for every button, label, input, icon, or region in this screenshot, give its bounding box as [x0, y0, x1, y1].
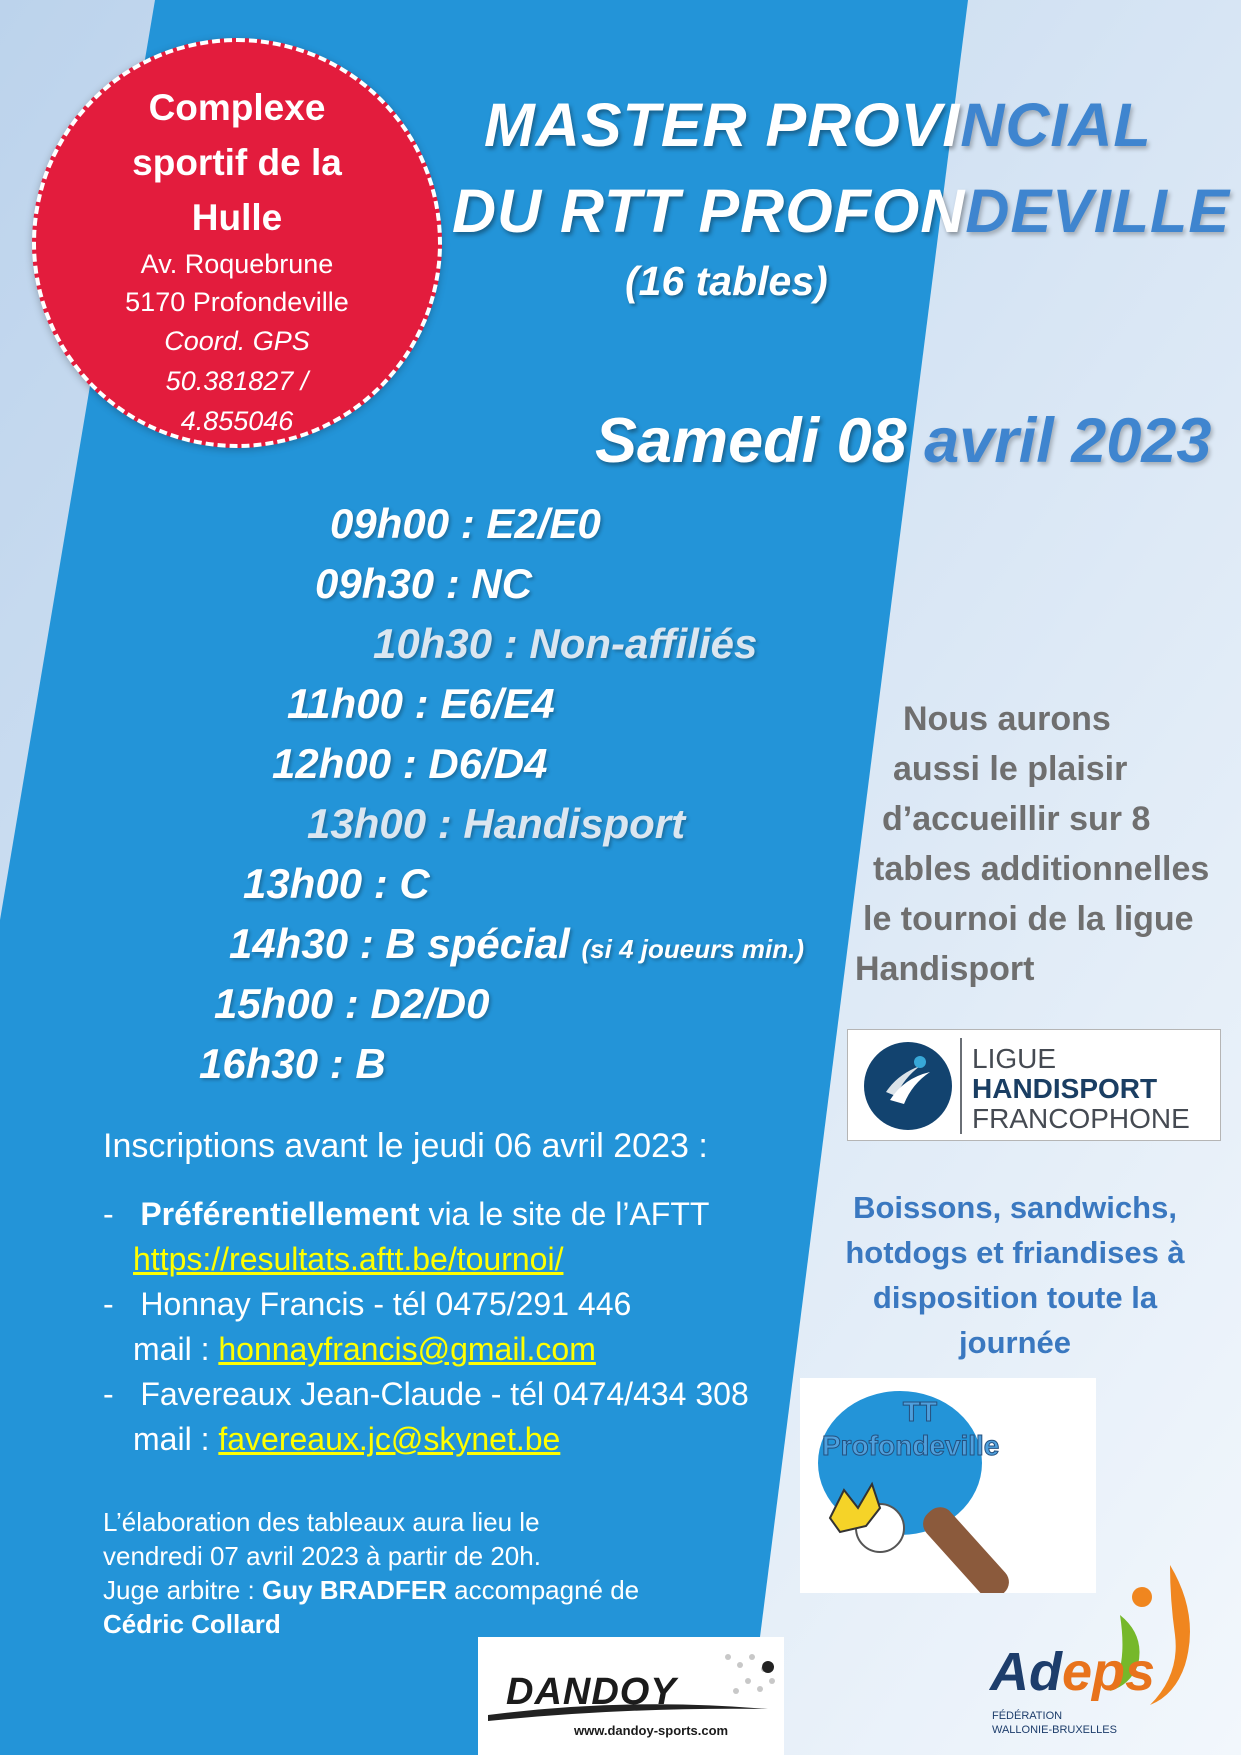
schedule-item-text: 14h30 : B spécial — [229, 920, 570, 967]
adeps-subtitle — [992, 1709, 1117, 1737]
aftt-registration-link[interactable]: https://resultats.aftt.be/tournoi/ — [133, 1241, 564, 1277]
club-logo-line: Profondeville — [822, 1430, 1000, 1461]
venue-gps-lat: 50.381827 / — [165, 366, 309, 396]
refreshments-line: disposition toute la — [872, 1280, 1158, 1315]
email-link[interactable]: favereaux.jc@skynet.be — [218, 1421, 561, 1457]
dandoy-sports-logo — [478, 1637, 784, 1755]
venue-address-line: Av. Roquebrune — [140, 249, 334, 279]
handisport-logo-text — [972, 1044, 1190, 1134]
adeps-logo — [970, 1555, 1220, 1755]
handisport-info-line: tables additionnelles — [873, 850, 1210, 888]
preferred-label: Préférentiellement — [140, 1196, 420, 1232]
adeps-name-b: eps — [1061, 1642, 1156, 1702]
schedule-item: 13h00 : C — [243, 860, 430, 907]
dandoy-url: www.dandoy-sports.com — [574, 1723, 729, 1738]
ligue-handisport-logo — [847, 1029, 1221, 1141]
handisport-info — [800, 694, 1240, 994]
draw-info-line: L’élaboration des tableaux aura lieu le — [103, 1507, 540, 1537]
refreshments-line: Boissons, sandwichs, — [853, 1190, 1177, 1225]
judge-line — [103, 1573, 639, 1607]
judge-rest: accompagné de — [446, 1575, 640, 1605]
title-line-2-blue: DEVILLE — [965, 177, 1231, 245]
schedule-item: 16h30 : B — [199, 1040, 386, 1087]
refreshments-line: journée — [959, 1325, 1071, 1360]
schedule-item: 10h30 : Non-affiliés — [373, 620, 758, 667]
judge-name: Guy BRADFER — [261, 1575, 447, 1605]
title-line-2 — [452, 176, 1230, 246]
list-dash: - — [103, 1286, 114, 1322]
handisport-info-line: Handisport — [855, 950, 1035, 988]
venue-name-line: Complexe — [148, 87, 326, 128]
schedule-item: 09h30 : NC — [315, 560, 533, 607]
title-line-1-blue: NCIAL — [960, 91, 1152, 159]
event-date — [595, 405, 1211, 477]
schedule-item-note: (si 4 joueurs min.) — [581, 934, 805, 964]
handisport-info-line: Nous aurons — [903, 700, 1111, 738]
handisport-info-line: le tournoi de la ligue — [863, 900, 1194, 938]
title-line-1 — [484, 90, 1152, 160]
adeps-name-a: Ad — [990, 1642, 1062, 1702]
inscription-item — [103, 1192, 749, 1237]
schedule-item — [229, 920, 804, 968]
venue-address-line: 5170 Profondeville — [125, 287, 349, 317]
handisport-info-line: d’accueillir sur 8 — [882, 800, 1151, 838]
inscriptions-list — [103, 1192, 749, 1462]
assistant-name: Cédric Collard — [103, 1609, 281, 1639]
handisport-info-line: aussi le plaisir — [893, 750, 1128, 788]
schedule-item: 13h00 : Handisport — [307, 800, 686, 847]
list-dash: - — [103, 1376, 114, 1412]
dandoy-name: DANDOY — [506, 1671, 677, 1713]
handisport-logo-line: HANDISPORT — [972, 1073, 1158, 1104]
adeps-sub-line: WALLONIE-BRUXELLES — [992, 1724, 1117, 1736]
mail-label: mail : — [133, 1331, 219, 1367]
handisport-logo-line: FRANCOPHONE — [972, 1103, 1190, 1134]
schedule-item: 09h00 : E2/E0 — [330, 500, 601, 547]
email-link[interactable]: honnayfrancis@gmail.com — [218, 1331, 596, 1367]
adeps-sub-line: FÉDÉRATION — [992, 1710, 1063, 1722]
venue-name-line: Hulle — [191, 197, 283, 238]
venue-gps-label: Coord. GPS — [164, 326, 310, 356]
subtitle: (16 tables) — [625, 258, 828, 304]
inscriptions-title: Inscriptions avant le jeudi 06 avril 2023 : — [103, 1127, 708, 1165]
refreshments-line: hotdogs et friandises à — [845, 1235, 1185, 1270]
adeps-wordmark — [990, 1641, 1155, 1703]
preferred-text: via le site de l’AFTT — [419, 1196, 710, 1232]
draw-info-line: vendredi 07 avril 2023 à partir de 20h. — [103, 1541, 541, 1571]
inscription-item — [103, 1282, 749, 1327]
schedule-item: 11h00 : E6/E4 — [287, 680, 555, 727]
title-line-2-white: DU RTT PROFON — [452, 177, 966, 245]
title-line-1-white: MASTER PROVI — [484, 91, 961, 159]
date-white: Samedi 08 — [595, 406, 907, 476]
inscription-item — [103, 1372, 749, 1417]
list-dash: - — [103, 1196, 114, 1232]
contact-line: Honnay Francis - tél 0475/291 446 — [140, 1286, 632, 1322]
schedule-item: 12h00 : D6/D4 — [272, 740, 548, 787]
venue-name-line: sportif de la — [132, 142, 342, 183]
mail-label: mail : — [133, 1421, 219, 1457]
judge-label: Juge arbitre : — [103, 1575, 262, 1605]
refreshments-info — [820, 1185, 1210, 1365]
venue-info — [70, 80, 404, 441]
date-blue: avril 2023 — [924, 406, 1212, 476]
contact-line: Favereaux Jean-Claude - tél 0474/434 308 — [140, 1376, 749, 1412]
handisport-emblem-icon — [860, 1038, 956, 1134]
schedule-item: 15h00 : D2/D0 — [214, 980, 490, 1027]
draw-info — [103, 1505, 639, 1641]
venue-gps-lon: 4.855046 — [180, 406, 294, 436]
club-logo-line: TT — [902, 1396, 938, 1427]
handisport-logo-line: LIGUE — [972, 1043, 1057, 1074]
